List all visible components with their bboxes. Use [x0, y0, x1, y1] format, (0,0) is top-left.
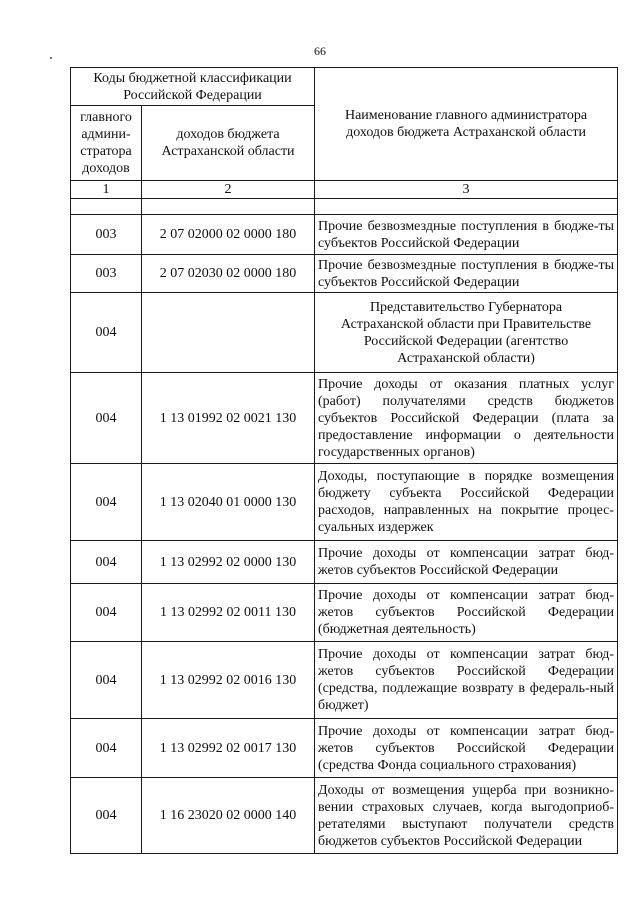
page-number: 66 [314, 44, 326, 58]
admin-code-cell: 004 [71, 373, 142, 464]
column-number-1: 1 [71, 181, 142, 199]
table-row [71, 778, 618, 854]
income-code-cell [142, 293, 315, 373]
admin-code-cell: 003 [71, 215, 142, 255]
table-row [71, 584, 618, 642]
admin-code-cell: 004 [71, 642, 142, 719]
header-administrator-name: Наименование главного администратора доходов бюджета Астраханской области [315, 68, 618, 181]
admin-code-cell: 003 [71, 255, 142, 293]
income-code-cell: 1 13 02040 01 0000 130 [142, 464, 315, 541]
header-main-administrator: главного админи-стратора доходов [71, 106, 142, 181]
description-cell: Доходы от возмещения ущерба при возникно-вении страховых случаев, когда выгодоприоб-ретателями выступают получатели средств бюджетов субъектов Российской Федерации [315, 778, 618, 854]
table-row [71, 464, 618, 541]
income-code-cell: 1 13 02992 02 0016 130 [142, 642, 315, 719]
income-code-cell: 1 13 02992 02 0000 130 [142, 541, 315, 584]
income-code-cell: 1 13 02992 02 0011 130 [142, 584, 315, 642]
description-cell: Прочие доходы от компенсации затрат бюд-жетов субъектов Российской Федерации [315, 541, 618, 584]
income-code-cell: 1 13 01992 02 0021 130 [142, 373, 315, 464]
table-row [71, 255, 618, 293]
admin-code-cell: 004 [71, 464, 142, 541]
income-code-cell: 1 13 02992 02 0017 130 [142, 719, 315, 778]
admin-code-cell: 004 [71, 719, 142, 778]
header-codes-group: Коды бюджетной классификации Российской Федерации [71, 68, 315, 106]
table-row [71, 541, 618, 584]
admin-code-cell: 004 [71, 293, 142, 373]
admin-code-cell: 004 [71, 584, 142, 642]
admin-code-cell: 004 [71, 778, 142, 854]
description-cell: Прочие доходы от компенсации затрат бюд-жетов субъектов Российской Федерации (бюджетная деятельность) [315, 584, 618, 642]
column-number-2: 2 [142, 181, 315, 199]
table-row [71, 215, 618, 255]
budget-classification-table [70, 67, 618, 854]
table-row [71, 373, 618, 464]
table-row [71, 293, 618, 373]
description-cell: Прочие безвозмездные поступления в бюдже-ты субъектов Российской Федерации [315, 215, 618, 255]
income-code-cell: 2 07 02000 02 0000 180 [142, 215, 315, 255]
description-cell: Прочие безвозмездные поступления в бюдже-ты субъектов Российской Федерации [315, 255, 618, 293]
header-budget-income: доходов бюджета Астраханской области [142, 106, 315, 181]
administrator-title-cell: Представительство Губернатора Астраханской области при Правительстве Российской Федерации (агентство Астраханской области) [315, 293, 618, 373]
description-cell: Прочие доходы от компенсации затрат бюд-жетов субъектов Российской Федерации (средства, подлежащие возврату в федераль-ный бюджет) [315, 642, 618, 719]
income-code-cell: 1 16 23020 02 0000 140 [142, 778, 315, 854]
description-cell: Доходы, поступающие в порядке возмещения бюджету субъекта Российской Федерации расходов, направленных на покрытие процес-суальных издержек [315, 464, 618, 541]
admin-code-cell: 004 [71, 541, 142, 584]
description-cell: Прочие доходы от оказания платных услуг (работ) получателями средств бюджетов субъектов Российской Федерации (плата за предоставление информации о деятельности государственных органов) [315, 373, 618, 464]
column-number-3: 3 [315, 181, 618, 199]
income-code-cell: 2 07 02030 02 0000 180 [142, 255, 315, 293]
table-row [71, 642, 618, 719]
table-row [71, 719, 618, 778]
description-cell: Прочие доходы от компенсации затрат бюд-жетов субъектов Российской Федерации (средства Фонда социального страхования) [315, 719, 618, 778]
